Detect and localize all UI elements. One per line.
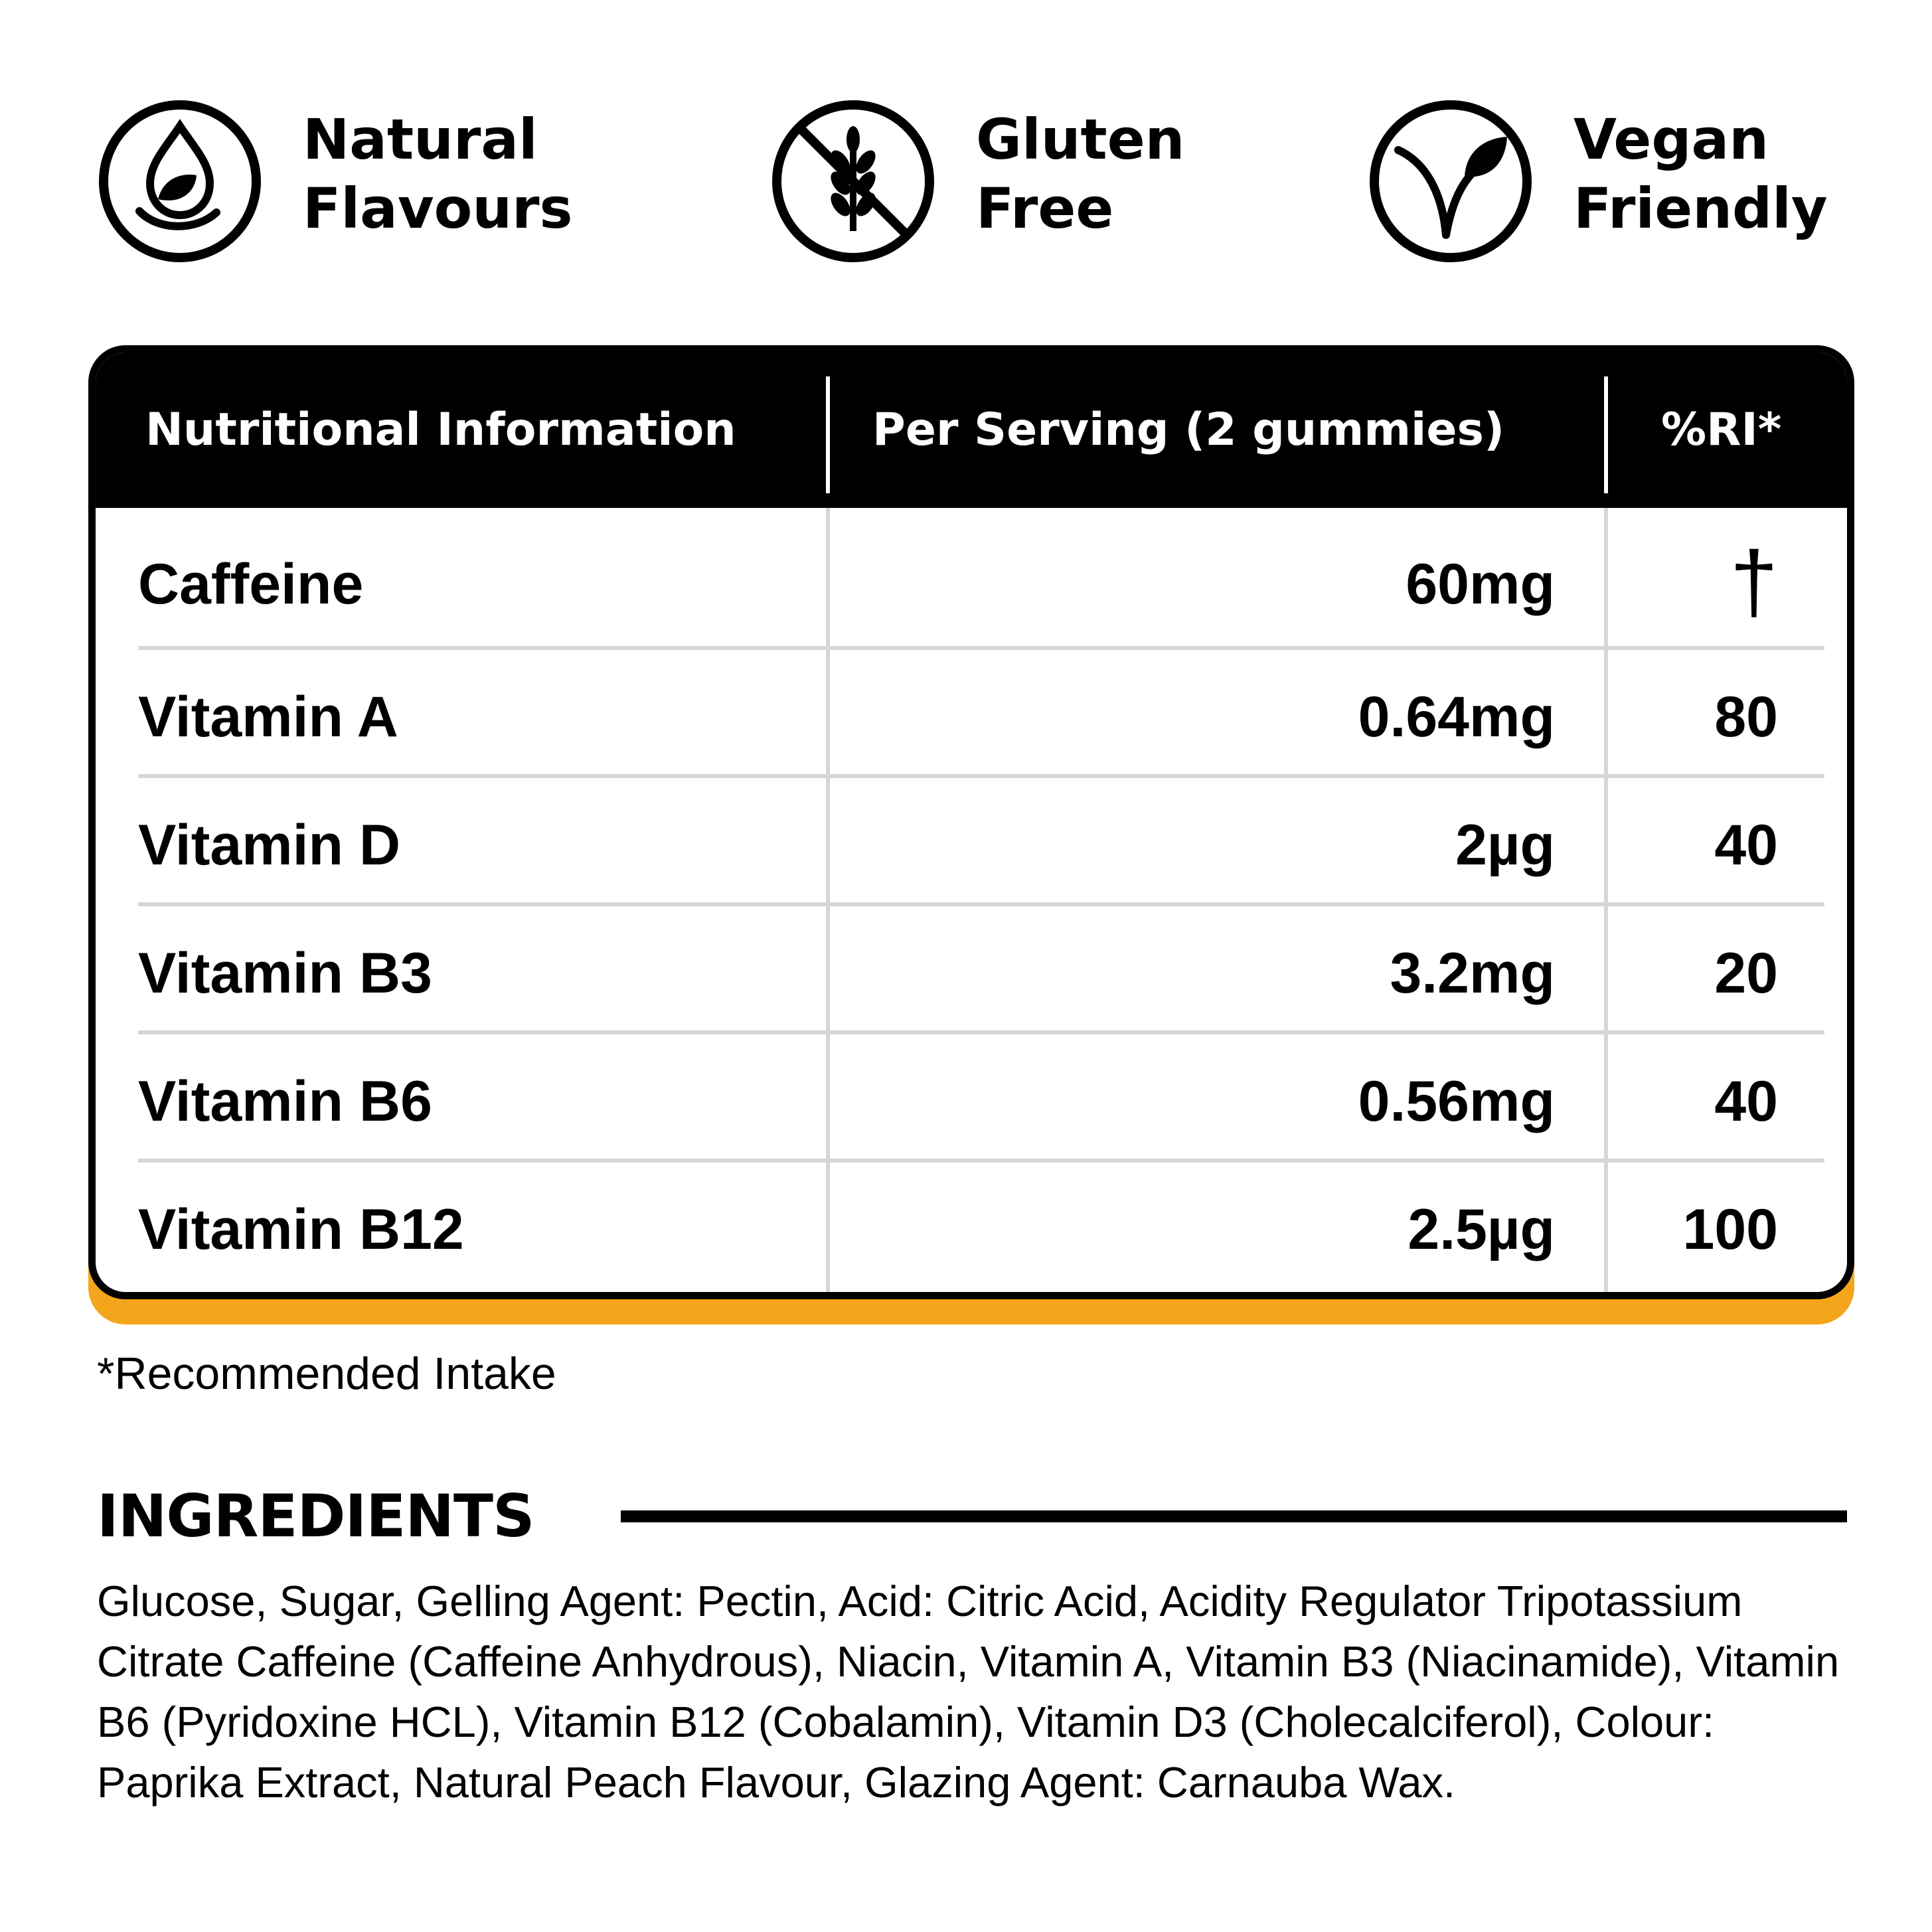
header-divider (1604, 376, 1608, 493)
header-nutritional-information: Nutritional Information (145, 404, 736, 456)
row-ri: † (1730, 533, 1778, 630)
badge-line-2: Free (976, 176, 1114, 241)
row-ri: 20 (1714, 941, 1778, 1005)
no-wheat-icon (770, 98, 936, 264)
badge-line-2: Flavours (303, 176, 573, 241)
row-amount: 60mg (1406, 552, 1555, 616)
row-amount: 2µg (1455, 813, 1555, 877)
row-amount: 0.56mg (1358, 1070, 1555, 1133)
table-row (96, 650, 1847, 774)
water-drop-leaf-icon (97, 98, 263, 264)
badge-line-1: Natural (303, 107, 538, 172)
row-ri: 80 (1714, 685, 1778, 749)
table-frame (88, 345, 1854, 1299)
ingredients-rule (621, 1510, 1847, 1522)
row-ri: 40 (1714, 813, 1778, 877)
badge-line-2: Friendly (1573, 176, 1828, 241)
row-name: Vitamin A (138, 685, 398, 749)
row-amount: 0.64mg (1358, 685, 1555, 749)
header-per-serving: Per Serving (2 gummies) (872, 404, 1505, 456)
row-name: Vitamin B6 (138, 1070, 432, 1133)
table-row (96, 1034, 1847, 1159)
table-row (96, 1163, 1847, 1299)
badge-line-1: Gluten (976, 107, 1185, 172)
badge-line-1: Vegan (1573, 107, 1769, 172)
row-amount: 2.5µg (1408, 1198, 1555, 1261)
ingredients-text: Glucose, Sugar, Gelling Agent: Pectin, Acid: Citric Acid, Acidity Regulator Tripotassium Citrate Caffeine (Caffeine Anhydrous), Niacin, Vitamin A, Vitamin B3 (Niacinamide), Vitamin B6 (Pyridoxine HCL), Vitamin B12 (Cobalamin), Vitamin D3 (Cholecalciferol), Colour: Paprika Extract, Natural Peach Flavour, Glazing Agent: Carnauba Wax. (97, 1577, 1840, 1807)
header-divider (826, 376, 830, 493)
row-name: Caffeine (138, 552, 364, 616)
table-row (96, 906, 1847, 1030)
row-name: Vitamin B12 (138, 1198, 464, 1261)
row-ri: 100 (1682, 1198, 1778, 1261)
table-row (96, 508, 1847, 646)
row-name: Vitamin D (138, 813, 401, 877)
table-header (96, 353, 1847, 508)
vegan-leaf-icon (1368, 98, 1534, 264)
nutrition-table (88, 345, 1854, 1325)
row-ri: 40 (1714, 1070, 1778, 1133)
footnote-recommended-intake: *Recommended Intake (97, 1348, 556, 1399)
ingredients-title: INGREDIENTS (97, 1482, 534, 1550)
row-name: Vitamin B3 (138, 941, 432, 1005)
header-ri: %RI* (1661, 404, 1782, 456)
row-amount: 3.2mg (1390, 941, 1555, 1005)
table-row (96, 778, 1847, 902)
